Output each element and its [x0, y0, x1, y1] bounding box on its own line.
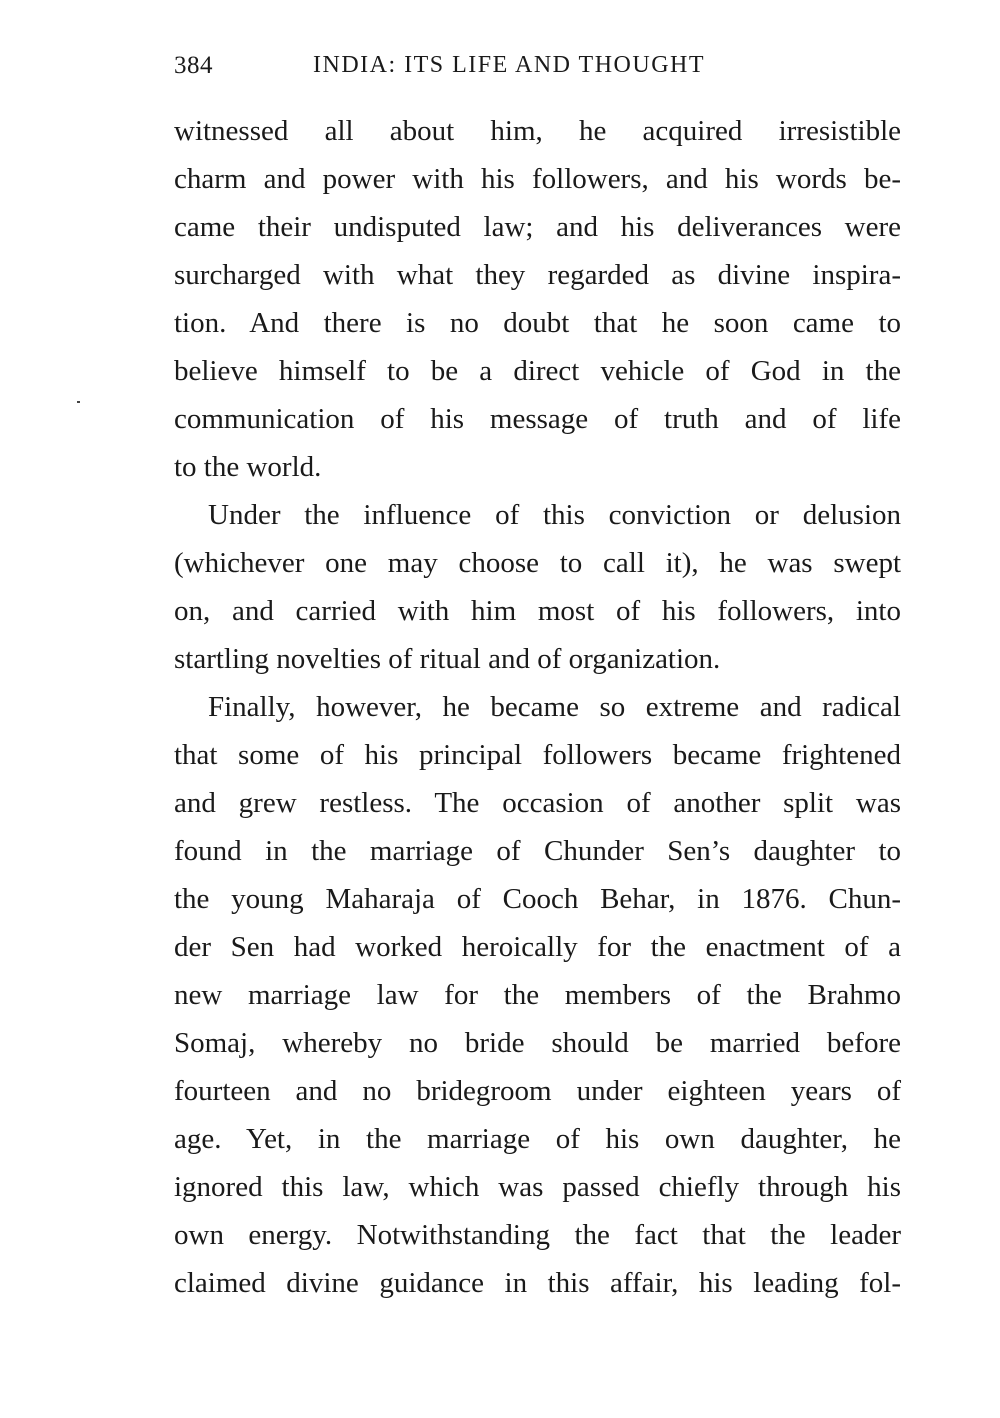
text-line: Under the influence of this conviction or delusion: [208, 499, 901, 531]
text-line: tion. And there is no doubt that he soon came to: [174, 307, 901, 339]
text-line: and grew restless. The occasion of another split was: [174, 787, 901, 819]
running-head: INDIA: ITS LIFE AND THOUGHT: [313, 52, 706, 78]
text-line: charm and power with his followers, and his words be-: [174, 163, 901, 195]
page-number: 384: [174, 52, 213, 79]
text-line: communication of his message of truth and of life: [174, 403, 901, 435]
text-line: found in the marriage of Chunder Sen’s daughter to: [174, 835, 901, 867]
text-line: surcharged with what they regarded as divine inspira-: [174, 259, 901, 291]
text-line: the young Maharaja of Cooch Behar, in 1876. Chun-: [174, 883, 901, 915]
text-line: that some of his principal followers became frightened: [174, 739, 901, 771]
text-line: startling novelties of ritual and of organization.: [174, 643, 721, 675]
text-line: der Sen had worked heroically for the enactment of a: [174, 931, 901, 963]
margin-mark: [77, 401, 80, 403]
text-line: came their undisputed law; and his deliverances were: [174, 211, 901, 243]
text-line: believe himself to be a direct vehicle of God in the: [174, 355, 901, 387]
text-line: Finally, however, he became so extreme and radical: [208, 691, 901, 723]
text-line: fourteen and no bridegroom under eighteen years of: [174, 1075, 901, 1107]
text-line: to the world.: [174, 451, 322, 483]
text-line: ignored this law, which was passed chiefly through his: [174, 1171, 901, 1203]
text-line: claimed divine guidance in this affair, his leading fol-: [174, 1267, 901, 1299]
text-line: on, and carried with him most of his followers, into: [174, 595, 901, 627]
text-line: age. Yet, in the marriage of his own daughter, he: [174, 1123, 901, 1155]
text-line: new marriage law for the members of the Brahmo: [174, 979, 901, 1011]
text-line: (whichever one may choose to call it), he was swept: [174, 547, 901, 579]
text-line: own energy. Notwithstanding the fact that the leader: [174, 1219, 901, 1251]
text-line: Somaj, whereby no bride should be married before: [174, 1027, 901, 1059]
text-line: witnessed all about him, he acquired irresistible: [174, 115, 901, 147]
